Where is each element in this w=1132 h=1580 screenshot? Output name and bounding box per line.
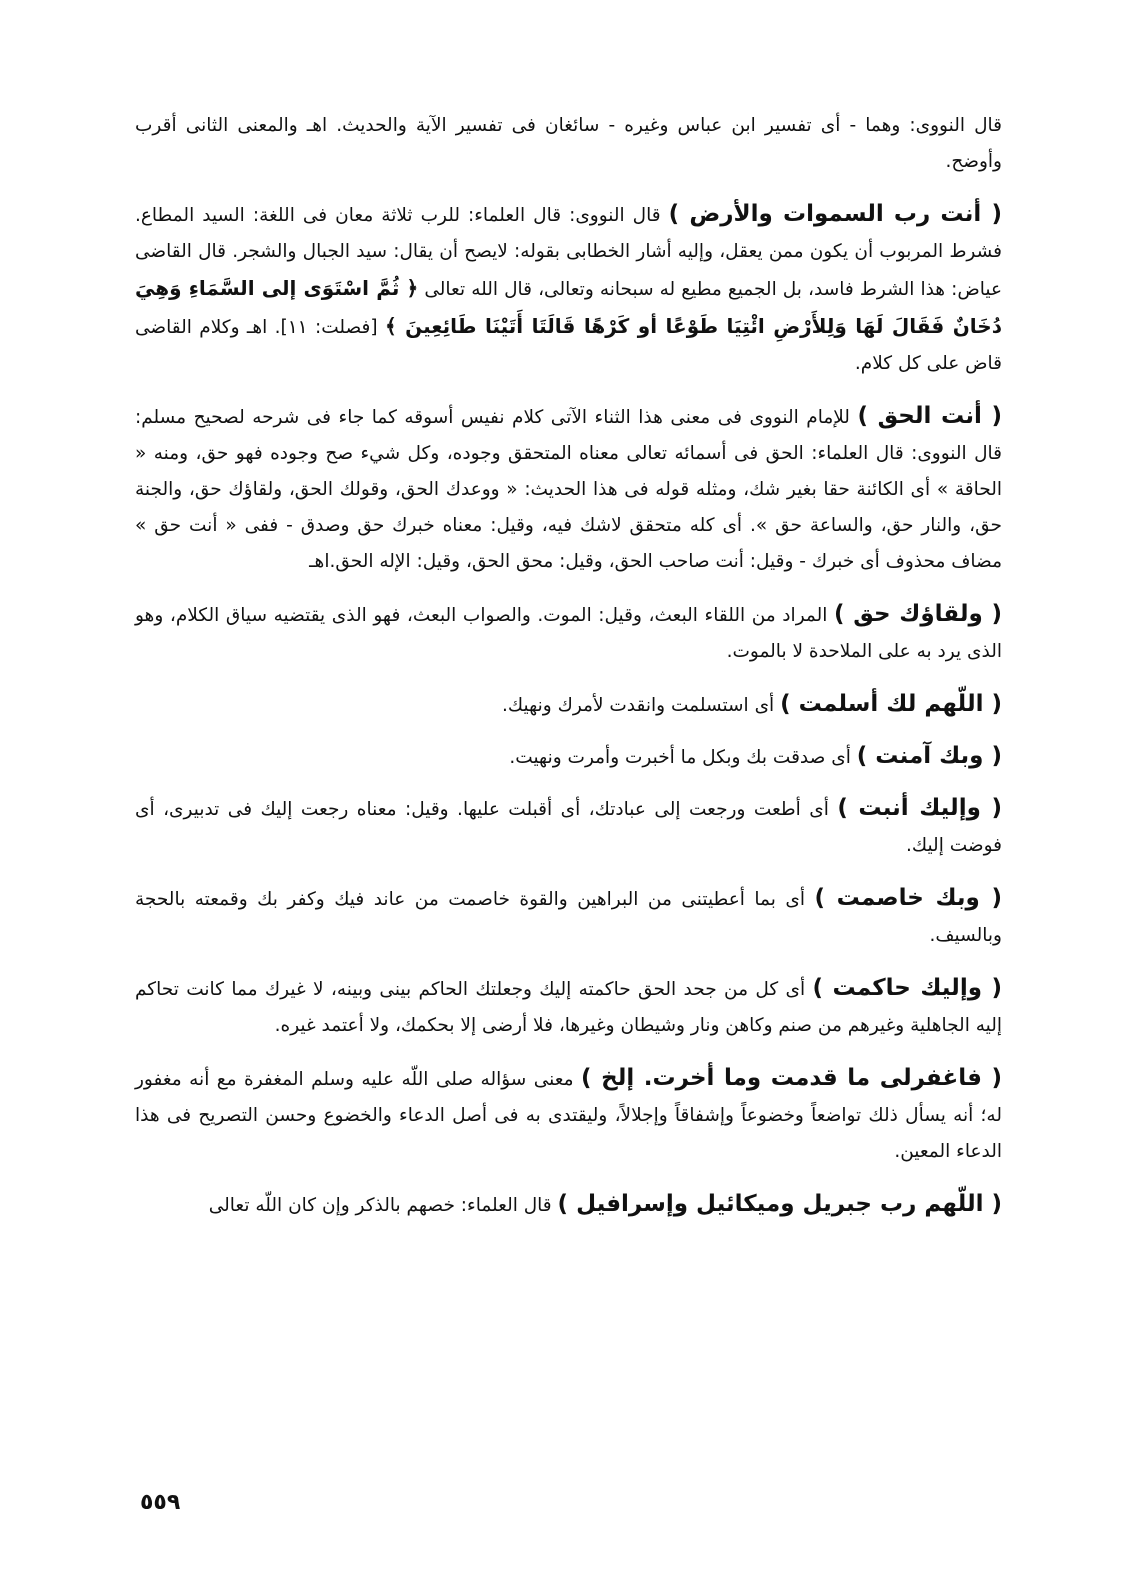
- paragraph-text: أى استسلمت وانقدت لأمرك ونهيك.: [502, 695, 775, 716]
- paragraph-rabb-heavens: [135, 196, 1002, 382]
- lemma-heading: ( وإليك أنبت ): [837, 795, 1002, 821]
- lemma-heading: ( اللّهم لك أسلمت ): [780, 691, 1002, 717]
- paragraph-nawawi-comment: [135, 108, 1002, 180]
- lemma-heading: ( اللّهم رب جبريل وميكائيل وإسرافيل ): [557, 1191, 1002, 1217]
- lemma-heading: ( وإليك حاكمت ): [812, 975, 1002, 1001]
- paragraph-anabtu: [135, 790, 1002, 864]
- paragraph-text: أى كل من جحد الحق حاكمته إليك وجعلتك الحاكم بينى وبينه، لا غيرك مما كانت تحاكم إليه الجاهلية وغيرهم من صنم وكاهن ونار وشيطان وغيرها، فلا أرضى إلا بحكمك، ولا أعتمد غيره.: [135, 979, 1002, 1036]
- paragraph-text: المراد من اللقاء البعث، وقيل: الموت. والصواب البعث، فهو الذى يقتضيه سياق الكلام، وهو الذى يرد به على الملاحدة لا بالموت.: [135, 605, 1002, 662]
- page-body: [135, 108, 1002, 1478]
- paragraph-khasamtu: [135, 880, 1002, 954]
- paragraph-aslamtu: [135, 686, 1002, 724]
- paragraph-ighfir-li: [135, 1060, 1002, 1170]
- paragraph-amantu: [135, 738, 1002, 776]
- paragraph-anta-alhaqq: [135, 398, 1002, 580]
- paragraph-text: معنى سؤاله صلى اللّه عليه وسلم المغفرة مع أنه مغفور له؛ أنه يسأل ذلك تواضعاً وخضوعاً وإشفاقاً وإجلالاً، وليقتدى به فى أصل الدعاء والخضوع وحسن التصريح فى هذا الدعاء المعين.: [135, 1069, 1002, 1162]
- lemma-heading: ( وبك آمنت ): [856, 743, 1002, 769]
- paragraph-text: قال النووى: وهما - أى تفسير ابن عباس وغيره - سائغان فى تفسير الآية والحديث. اهـ والمعنى الثانى أقرب وأوضح.: [135, 115, 1002, 172]
- paragraph-text: للإمام النووى فى معنى هذا الثناء الآتى كلام نفيس أسوقه كما جاء فى شرحه لصحيح مسلم: قال النووى: قال العلماء: الحق فى أسمائه تعالى معناه المتحقق وجوده، وكل شيء صح وجوده فهو حق، ومنه « الحاقة » أى الكائنة حقا بغير شك، ومثله قوله فى هذا الحديث: « ووعدك الحق، وقولك الحق، ولقاؤك حق، والجنة حق، والنار حق، والساعة حق ». أى كله متحقق لاشك فيه، وقيل: معناه خبرك حق وصدق - ففى « أنت حق » مضاف محذوف أى خبرك - وقيل: أنت صاحب الحق، وقيل: محق الحق، وقيل: الإله الحق.اهـ: [135, 407, 1002, 572]
- paragraph-text: أى بما أعطيتنى من البراهين والقوة خاصمت من عاند فيك وكفر بك وقمعته بالحجة وبالسيف.: [135, 889, 1002, 946]
- paragraph-hakamtu: [135, 970, 1002, 1044]
- lemma-heading: ( فاغفرلى ما قدمت وما أخرت. إلخ ): [581, 1065, 1002, 1091]
- paragraph-text: قال النووى: قال العلماء: للرب ثلاثة معان فى اللغة: السيد المطاع. فشرط المربوب أن يكون ممن يعقل، وإليه أشار الخطابى بقوله: لايصح أن يقال: سيد الجبال والشجر. قال القاضى عياض: هذا الشرط فاسد، بل الجميع مطيع له سبحانه وتعالى، قال الله تعالى: [135, 205, 1002, 300]
- quran-verse: ﴿ ثُمَّ اسْتَوَى إلى السَّمَاءِ وَهِيَ دُخَانٌ فَقَالَ لَهَا وَلِلأَرْضِ ائْتِيَا طَوْعًا أو كَرْهًا قَالَتَا أَتَيْنَا طَائِعِينَ ﴾: [135, 276, 1002, 338]
- paragraph-liqaauka-haqq: [135, 596, 1002, 670]
- lemma-heading: ( ولقاؤك حق ): [833, 601, 1002, 627]
- paragraph-text: أى صدقت بك وبكل ما أخبرت وأمرت ونهيت.: [509, 747, 851, 768]
- paragraph-text: قال العلماء: خصهم بالذكر وإن كان اللّه تعالى: [208, 1195, 552, 1216]
- lemma-heading: ( أنت الحق ): [857, 403, 1003, 429]
- verse-citation: [فصلت: ١١]. اهـ وكلام القاضى قاض على كل كلام.: [135, 317, 1002, 374]
- paragraph-rabb-jibril: [135, 1186, 1002, 1224]
- page-number: ٥٥٩: [140, 1490, 181, 1515]
- lemma-heading: ( أنت رب السموات والأرض ): [668, 201, 1002, 227]
- lemma-heading: ( وبك خاصمت ): [814, 885, 1002, 911]
- paragraph-text: أى أطعت ورجعت إلى عبادتك، أى أقبلت عليها. وقيل: معناه رجعت إليك فى تدبيرى، أى فوضت إليك.: [135, 799, 1002, 856]
